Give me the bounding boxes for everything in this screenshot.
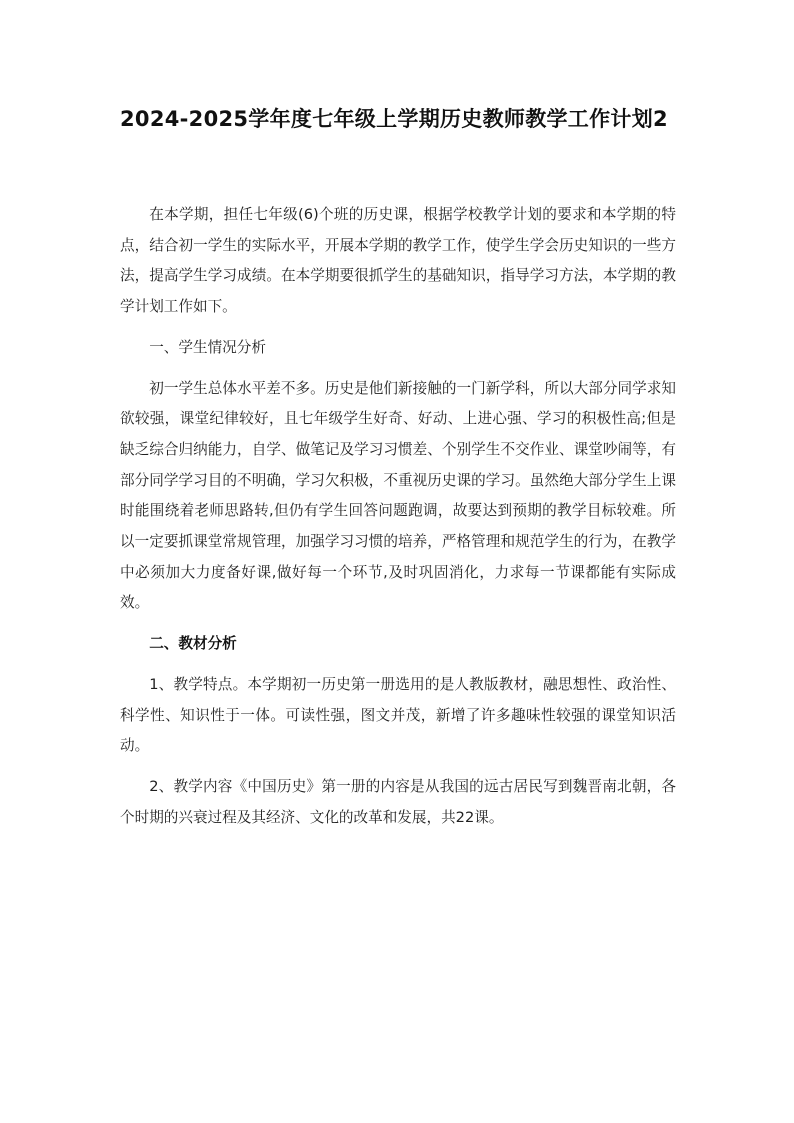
teaching-features-paragraph: 1、教学特点。本学期初一历史第一册选用的是人教版教材，融思想性、政治性、科学性、知识性于一体。可读性强，图文并茂，新增了许多趣味性较强的课堂知识活动。 [120,675,676,755]
document-title: 2024-2025学年度七年级上学期历史教师教学工作计划2 [120,107,668,131]
section-heading-student-analysis: 一、学生情况分析 [149,338,266,356]
intro-paragraph: 在本学期，担任七年级(6)个班的历史课，根据学校教学计划的要求和本学期的特点，结合初一学生的实际水平，开展本学期的教学工作，使学生学会历史知识的一些方法，提高学生学习成绩。在本学期要很抓学生的基础知识，指导学习方法，本学期的教学计划工作如下。 [120,206,676,316]
section-heading-textbook-analysis: 二、教材分析 [149,635,237,653]
document-body [120,200,676,843]
student-analysis-paragraph: 初一学生总体水平差不多。历史是他们新接触的一门新学科，所以大部分同学求知欲较强，课堂纪律较好，且七年级学生好奇、好动、上进心强、学习的积极性高;但是缺乏综合归纳能力，自学、做笔记及学习习惯差、个别学生不交作业、课堂吵闹等，有部分同学学习目的不明确，学习欠积极，不重视历史课的学习。虽然绝大部分学生上课时能围绕着老师思路转,但仍有学生回答问题跑调，故要达到预期的教学目标较难。所以一定要抓课堂常规管理，加强学习习惯的培养，严格管理和规范学生的行为，在教学中必须加大力度备好课,做好每一个环节,及时巩固消化，力求每一节课都能有实际成效。 [120,379,676,612]
teaching-content-paragraph: 2、教学内容《中国历史》第一册的内容是从我国的远古居民写到魏晋南北朝，各个时期的兴衰过程及其经济、文化的改革和发展，共22课。 [120,777,676,826]
